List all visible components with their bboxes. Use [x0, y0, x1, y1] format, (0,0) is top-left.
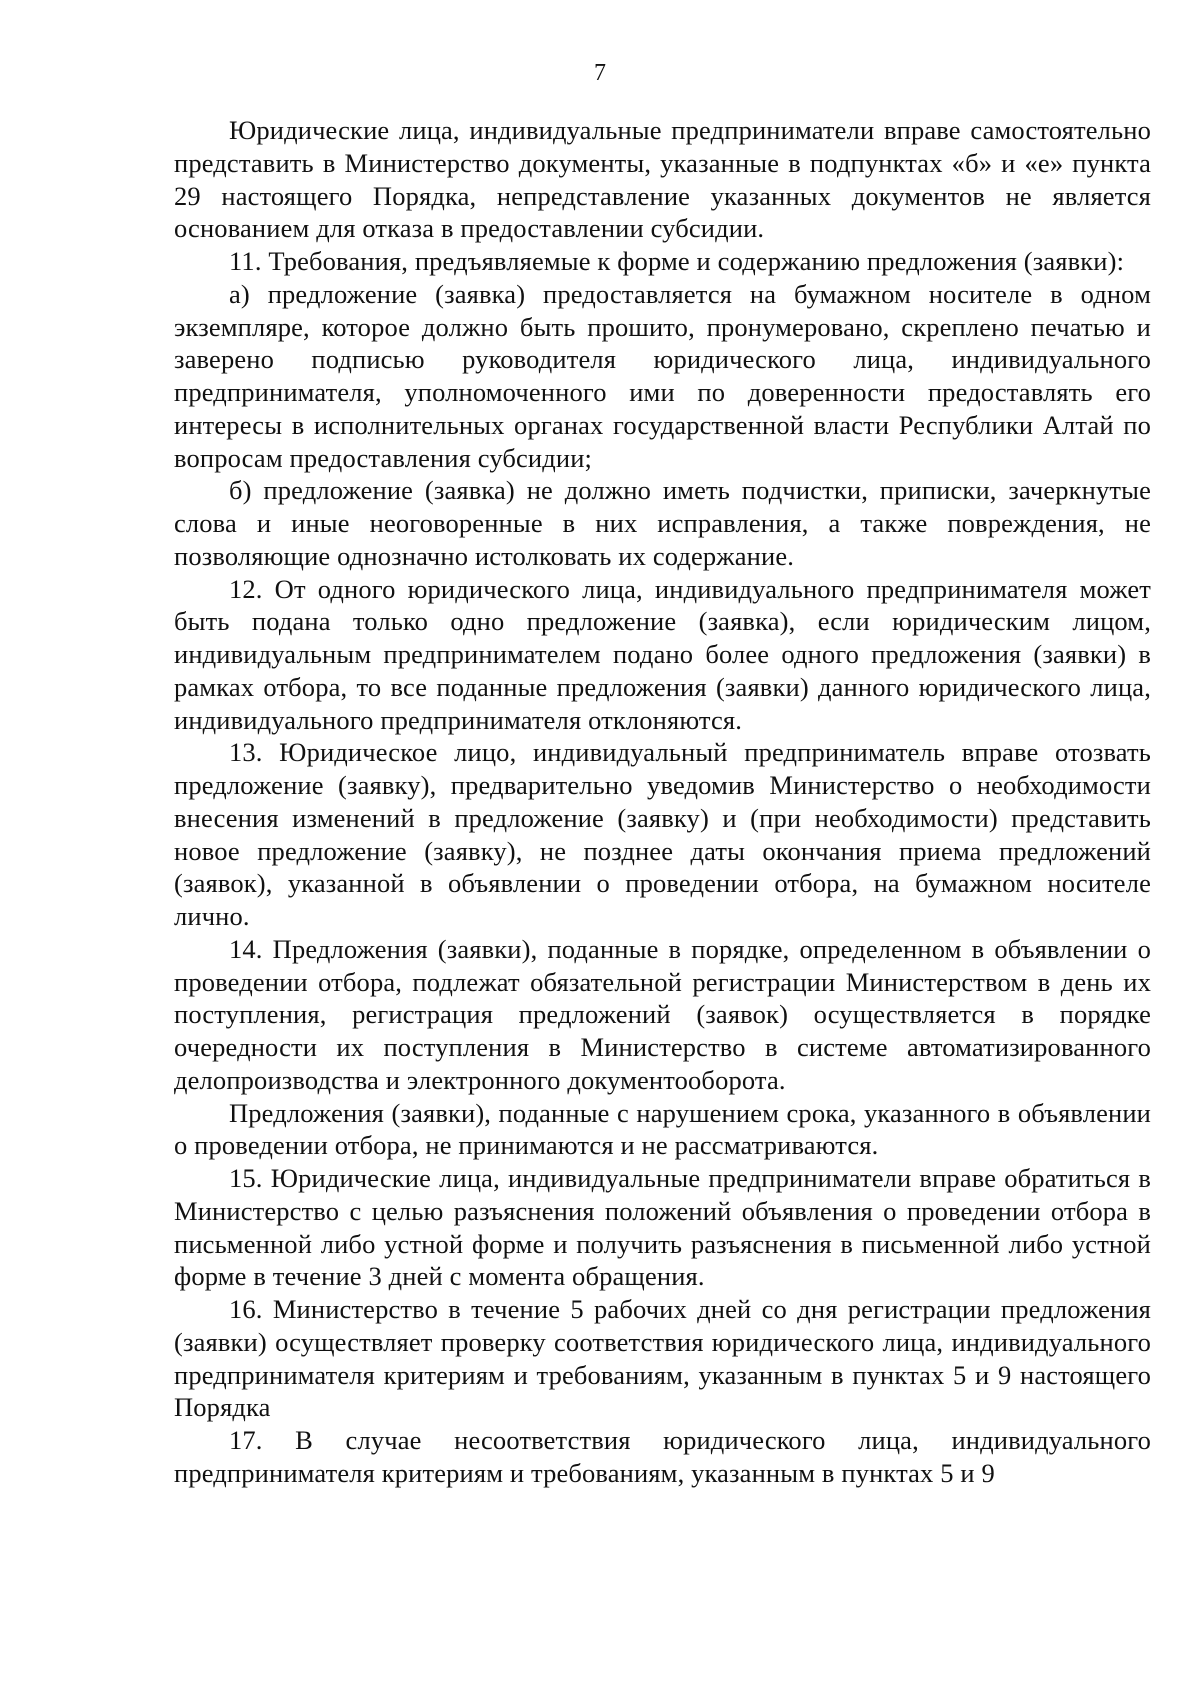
- paragraph-11a: а) предложение (заявка) предоставляется на бумажном носителе в одном экземпляре, которое должно быть прошито, пронумеровано, скреплено печатью и заверено подписью руководителя юридического лица, индивидуального предпринимателя, уполномоченного ими по доверенности предоставлять его интересы в исполнительных органах государственной власти Республики Алтай по вопросам предоставления субсидии;: [174, 278, 1151, 473]
- paragraph-14: 14. Предложения (заявки), поданные в порядке, определенном в объявлении о проведении отбора, подлежат обязательной регистрации Министерством в день их поступления, регистрация предложений (заявок) осуществляется в порядке очередности их поступления в Министерство в системе автоматизированного делопроизводства и электронного документооборота.: [174, 933, 1151, 1095]
- paragraph-16: 16. Министерство в течение 5 рабочих дней со дня регистрации предложения (заявки) осуществляет проверку соответствия юридического лица, индивидуального предпринимателя критериям и требованиям, указанным в пунктах 5 и 9 настоящего Порядка: [174, 1294, 1151, 1423]
- page-number: 7: [594, 60, 606, 86]
- paragraph-13: 13. Юридическое лицо, индивидуальный предприниматель вправе отозвать предложение (заявку), предварительно уведомив Министерство о необходимости внесения изменений в предложение (заявку) и (при необходимости) представить новое предложение (заявку), не позднее даты окончания приема предложений (заявок), указанной в объявлении о проведении отбора, на бумажном носителе лично.: [174, 737, 1151, 931]
- paragraph-15: 15. Юридические лица, индивидуальные предприниматели вправе обратиться в Министерство с целью разъяснения положений объявления о проведении отбора в письменной либо устной форме и получить разъяснения в письменной либо устной форме в течение 3 дней с момента обращения.: [174, 1163, 1151, 1292]
- paragraph-11-requirements: 11. Требования, предъявляемые к форме и содержанию предложения (заявки):: [229, 246, 1125, 276]
- paragraph-14-late: Предложения (заявки), поданные с нарушением срока, указанного в объявлении о проведении отбора, не принимаются и не рассматриваются.: [174, 1097, 1151, 1161]
- paragraph-documents-right: Юридические лица, индивидуальные предприниматели вправе самостоятельно представить в Министерство документы, указанные в подпунктах «б» и «е» пункта 29 настоящего Порядка, непредставление указанных документов не является основанием для отказа в предоставлении субсидии.: [174, 115, 1151, 244]
- paragraph-17: 17. В случае несоответствия юридического лица, индивидуального предпринимателя критериям и требованиям, указанным в пунктах 5 и 9: [174, 1425, 1151, 1488]
- document-body: [174, 114, 1151, 1490]
- paragraph-12: 12. От одного юридического лица, индивидуального предпринимателя может быть подана только одно предложение (заявка), если юридическим лицом, индивидуальным предпринимателем подано более одного предложения (заявки) в рамках отбора, то все поданные предложения (заявки) данного юридического лица, индивидуального предпринимателя отклоняются.: [174, 573, 1151, 735]
- paragraph-11b: б) предложение (заявка) не должно иметь подчистки, приписки, зачеркнутые слова и иные неоговоренные в них исправления, а также повреждения, не позволяющие однозначно истолковать их содержание.: [174, 475, 1151, 571]
